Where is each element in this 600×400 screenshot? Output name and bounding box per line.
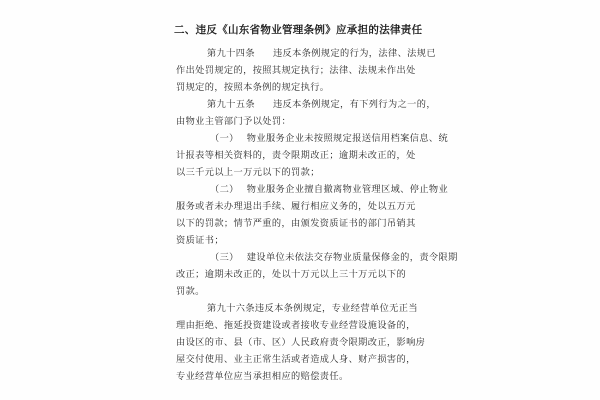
- item-3-marker: （三）: [210, 252, 239, 263]
- article-94-number: 第九十四条: [207, 48, 255, 59]
- item-1-marker: （一）: [210, 133, 239, 144]
- item-2-first-line: [210, 184, 448, 196]
- item-2-text-4: 资质证书；: [176, 235, 224, 246]
- article-95-text-1: 违反本条例规定，有下列行为之一的，: [272, 99, 436, 110]
- article-96-text-5: 专业经营单位应当承担相应的赔偿责任。: [176, 371, 349, 382]
- item-2-marker: （二）: [210, 184, 239, 195]
- article-94-text-1: 违反本条例规定的行为，法律、法规已: [272, 48, 436, 59]
- article-94-text-2: 作出处罚规定的，按照其规定执行；法律、法规未作出处: [176, 65, 416, 76]
- article-95-number: 第九十五条: [207, 99, 255, 110]
- article-96-text-4: 屋交付使用、业主正常生活或者造成人身、财产损害的，: [176, 354, 416, 365]
- item-2-text-2: 服务或者未办理退出手续、履行相应义务的，处以五万元: [176, 201, 416, 212]
- item-1-first-line: [210, 133, 448, 145]
- item-3-first-line: [210, 252, 458, 264]
- article-95-first-line: [207, 99, 436, 111]
- item-3-text-3: 罚款。: [176, 286, 205, 297]
- item-1-text-3: 以三千元以上一万元以下的罚款；: [176, 167, 320, 178]
- section-heading: 二、违反《山东省物业管理条例》应承担的法律责任: [174, 24, 423, 36]
- item-1-text-1: 物业服务企业未按照规定报送信用档案信息、统: [246, 133, 449, 144]
- article-94-first-line: [207, 48, 436, 60]
- article-94-text-3: 罚规定的，按照本条例的规定执行。: [176, 82, 330, 93]
- item-3-text-2: 改正；逾期未改正的，处以十万元以上三十万元以下的: [176, 269, 407, 280]
- article-96-text-3: 由设区的市、县（市、区）人民政府责令限期改正，影响房: [176, 337, 426, 348]
- item-2-text-3: 以下的罚款；情节严重的，由颁发资质证书的部门吊销其: [176, 218, 416, 229]
- item-2-text-1: 物业服务企业擅自撤离物业管理区域、停止物业: [246, 184, 449, 195]
- item-1-text-2: 计报表等相关资料的，责令限期改正；逾期未改正的，处: [176, 150, 416, 161]
- article-95-text-2: 由物业主管部门予以处罚：: [176, 116, 292, 127]
- item-3-text-1: 建设单位未依法交存物业质量保修金的，责令限期: [246, 252, 458, 263]
- article-96-text-2: 理由拒绝、拖延投资建设或者接收专业经营设施设备的，: [176, 320, 416, 331]
- article-96-text-1: 第九十六条违反本条例规定，专业经营单位无正当: [207, 303, 418, 314]
